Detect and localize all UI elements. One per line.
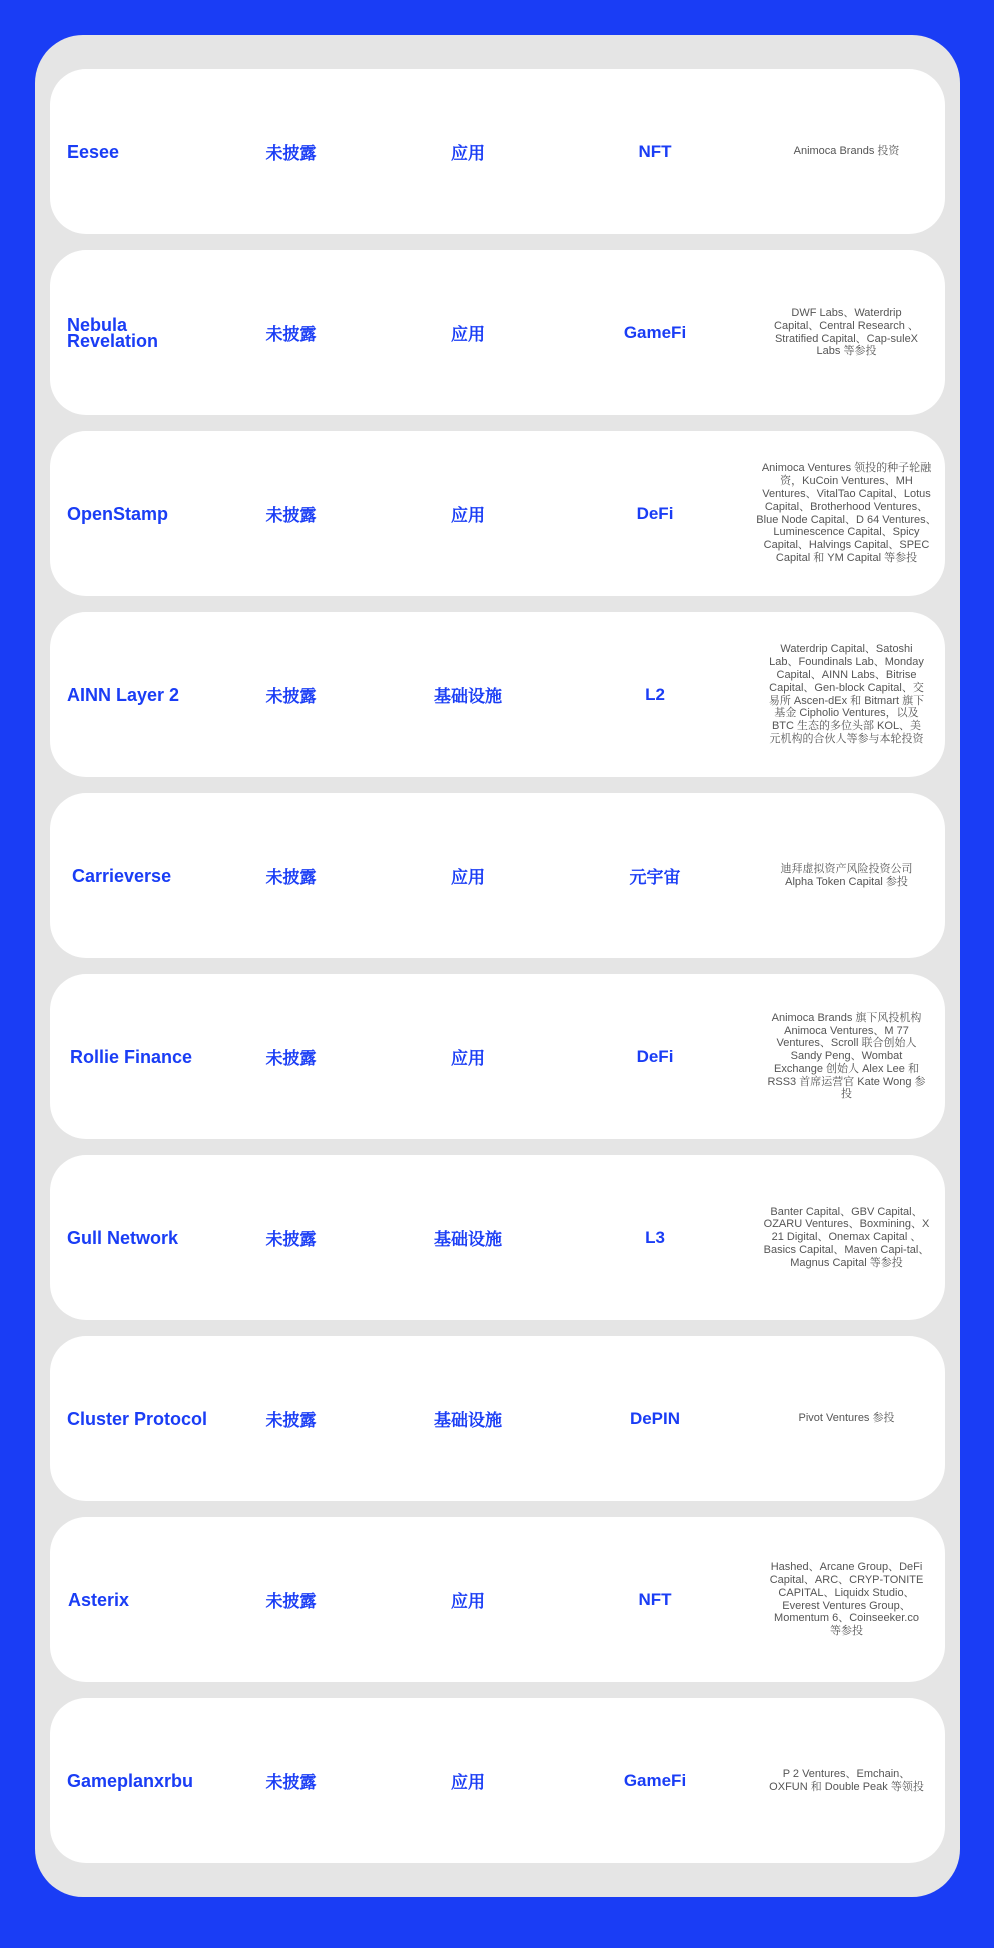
funding-amount: 未披露 xyxy=(265,1592,317,1611)
project-track: DeFi xyxy=(636,1046,674,1066)
project-track: DePIN xyxy=(629,1408,681,1428)
project-name: Asterix xyxy=(68,1589,130,1610)
project-track: DeFi xyxy=(636,503,674,523)
table-row xyxy=(50,250,945,415)
project-name: AINN Layer 2 xyxy=(67,684,180,705)
project-track: L2 xyxy=(645,684,665,704)
table-row xyxy=(50,974,945,1139)
project-type: 应用 xyxy=(451,1049,485,1068)
project-name: Eesee xyxy=(67,141,120,162)
project-type: 基础设施 xyxy=(434,1411,502,1430)
funding-amount: 未披露 xyxy=(265,868,317,887)
investors: DWF Labs、Waterdrip Capital、Central Research 、Stratified Capital、Cap-suleX Labs 等参投 xyxy=(774,306,919,358)
table-row xyxy=(50,431,945,596)
project-name: Carrieverse xyxy=(72,865,172,886)
investors: Hashed、Arcane Group、DeFi Capital、ARC、CRYP-TONITE CAPITAL、Liquidx Studio、Everest Ventures Group、Momentum 6、Coinseeker.co 等参投 xyxy=(769,1561,924,1638)
funding-amount: 未披露 xyxy=(265,144,317,163)
table-row xyxy=(50,1698,945,1863)
investors: Animoca Ventures 领投的种子轮融资，KuCoin Ventures、MH Ventures、VitalTao Capital、Lotus Capital、Brotherhood Ventures、Blue Node Capital、D 64 Ventures、Luminescence Capital、Spicy Capital、Halvings Capital、SPEC Capital 和 YM Capital 等参投 xyxy=(756,462,937,564)
project-type: 应用 xyxy=(451,144,485,163)
project-type: 应用 xyxy=(451,1773,485,1792)
funding-amount: 未披露 xyxy=(265,325,317,344)
project-name: Gameplanxrbu xyxy=(67,1770,194,1791)
project-type: 基础设施 xyxy=(434,687,502,706)
funding-amount: 未披露 xyxy=(265,1773,317,1792)
project-track: NFT xyxy=(638,141,672,161)
funding-amount: 未披露 xyxy=(265,1411,317,1430)
project-type: 应用 xyxy=(451,1592,485,1611)
project-track: L3 xyxy=(645,1227,665,1247)
investors: Animoca Brands 旗下风投机构 Animoca Ventures、M 77 Ventures、Scroll 联合创始人 Sandy Peng、Wombat Exchange 创始人 Alex Lee 和 RSS3 首席运营官 Kate Wong 参投 xyxy=(767,1011,926,1101)
project-type: 基础设施 xyxy=(434,1230,502,1249)
investors: Animoca Brands 投资 xyxy=(793,145,900,158)
table-row xyxy=(50,793,945,958)
investors: P 2 Ventures、Emchain、OXFUN 和 Double Peak 等领投 xyxy=(769,1767,924,1793)
funding-amount: 未披露 xyxy=(265,1230,317,1249)
funding-amount: 未披露 xyxy=(265,1049,317,1068)
table-panel xyxy=(35,35,960,1897)
project-name: Nebula Revelation xyxy=(67,314,159,351)
project-name: Rollie Finance xyxy=(70,1046,193,1067)
project-name: Gull Network xyxy=(67,1227,179,1248)
table-row xyxy=(50,612,945,777)
investors: Waterdrip Capital、Satoshi Lab、Foundinals Lab、Monday Capital、AINN Labs、Bitrise Capital、Gen-block Capital、交易所 Ascen-dEx 和 Bitmart 旗下基金 Cipholio Ventures，以及 BTC 生态的多位头部 KOL、美元机构的合伙人等参与本轮投资 xyxy=(768,643,925,745)
project-track: GameFi xyxy=(623,1770,687,1790)
project-track: NFT xyxy=(638,1589,672,1609)
table-row xyxy=(50,1155,945,1320)
project-type: 应用 xyxy=(451,506,485,525)
project-type: 应用 xyxy=(451,325,485,344)
funding-amount: 未披露 xyxy=(265,687,317,706)
project-name: Cluster Protocol xyxy=(67,1408,208,1429)
project-track: GameFi xyxy=(623,322,687,342)
table-row xyxy=(50,1336,945,1501)
project-type: 应用 xyxy=(451,868,485,887)
table-row xyxy=(50,69,945,234)
project-track: 元宇宙 xyxy=(629,868,681,887)
investors: 迪拜虚拟资产风险投资公司 Alpha Token Capital 参投 xyxy=(780,862,913,888)
investors: Pivot Ventures 参投 xyxy=(798,1412,895,1425)
project-name: OpenStamp xyxy=(67,503,169,524)
table-row xyxy=(50,1517,945,1682)
funding-amount: 未披露 xyxy=(265,506,317,525)
investors: Banter Capital、GBV Capital、OZARU Ventures、Boxmining、X 21 Digital、Onemax Capital 、Basics Capital、Maven Capi-tal、Magnus Capital 等参投 xyxy=(763,1205,930,1269)
